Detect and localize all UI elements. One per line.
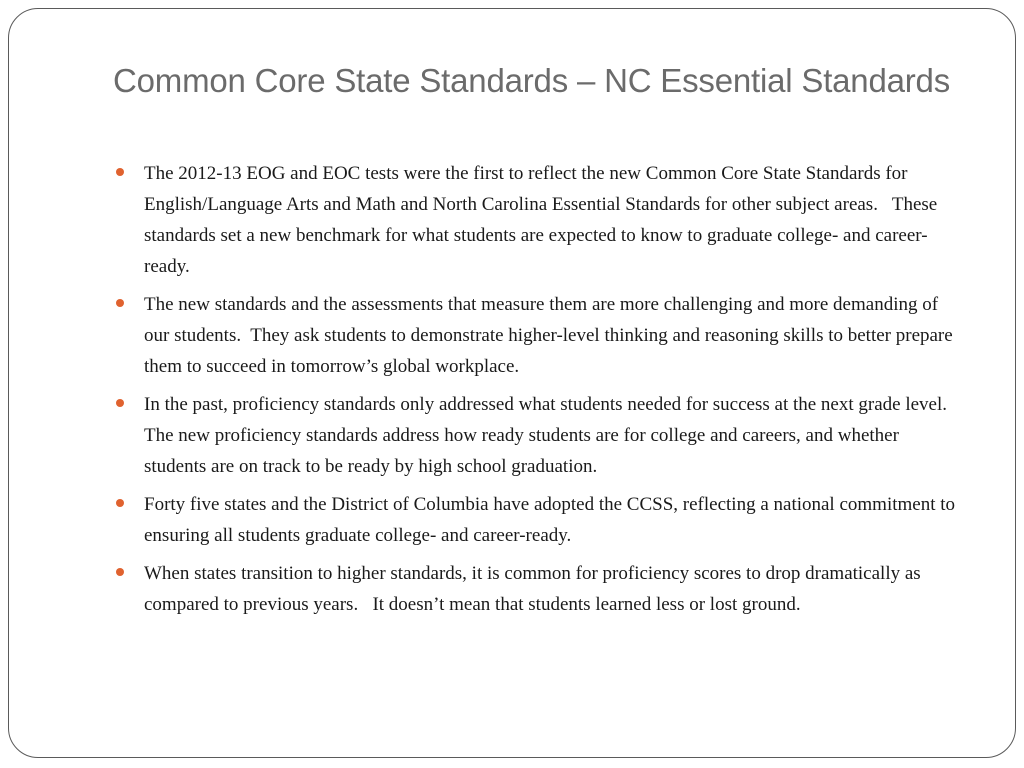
bullet-item — [115, 389, 960, 482]
bullet-text: The 2012-13 EOG and EOC tests were the first to reflect the new Common Core State Standards for English/Language Arts and Math and North Carolina Essential Standards for other subject areas. These standards set a new benchmark for what students are expected to know to graduate college- and career-ready. — [144, 163, 938, 277]
bullet-text: In the past, proficiency standards only addressed what students needed for success at the next grade level. The new proficiency standards address how ready students are for college and careers, and whether students are on track to be ready by high school graduation. — [144, 394, 948, 477]
bullet-dot-icon — [116, 168, 124, 176]
bullet-text: Forty five states and the District of Columbia have adopted the CCSS, reflecting a national commitment to ensuring all students graduate college- and career-ready. — [144, 494, 956, 546]
bullet-dot-icon — [116, 299, 124, 307]
bullet-item — [115, 489, 960, 551]
bullet-item — [115, 558, 960, 620]
bullet-item — [115, 158, 960, 282]
slide-title: Common Core State Standards – NC Essential Standards — [113, 62, 951, 99]
bullet-item — [115, 289, 960, 382]
bullet-dot-icon — [116, 499, 124, 507]
bullet-list — [115, 158, 960, 627]
bullet-dot-icon — [116, 399, 124, 407]
bullet-text: When states transition to higher standards, it is common for proficiency scores to drop dramatically as compared to previous years. It doesn’t mean that students learned less or lost ground. — [144, 563, 921, 615]
bullet-dot-icon — [116, 568, 124, 576]
bullet-text: The new standards and the assessments that measure them are more challenging and more demanding of our students. They ask students to demonstrate higher-level thinking and reasoning skills to better prepare them to succeed in tomorrow’s global workplace. — [144, 294, 953, 377]
